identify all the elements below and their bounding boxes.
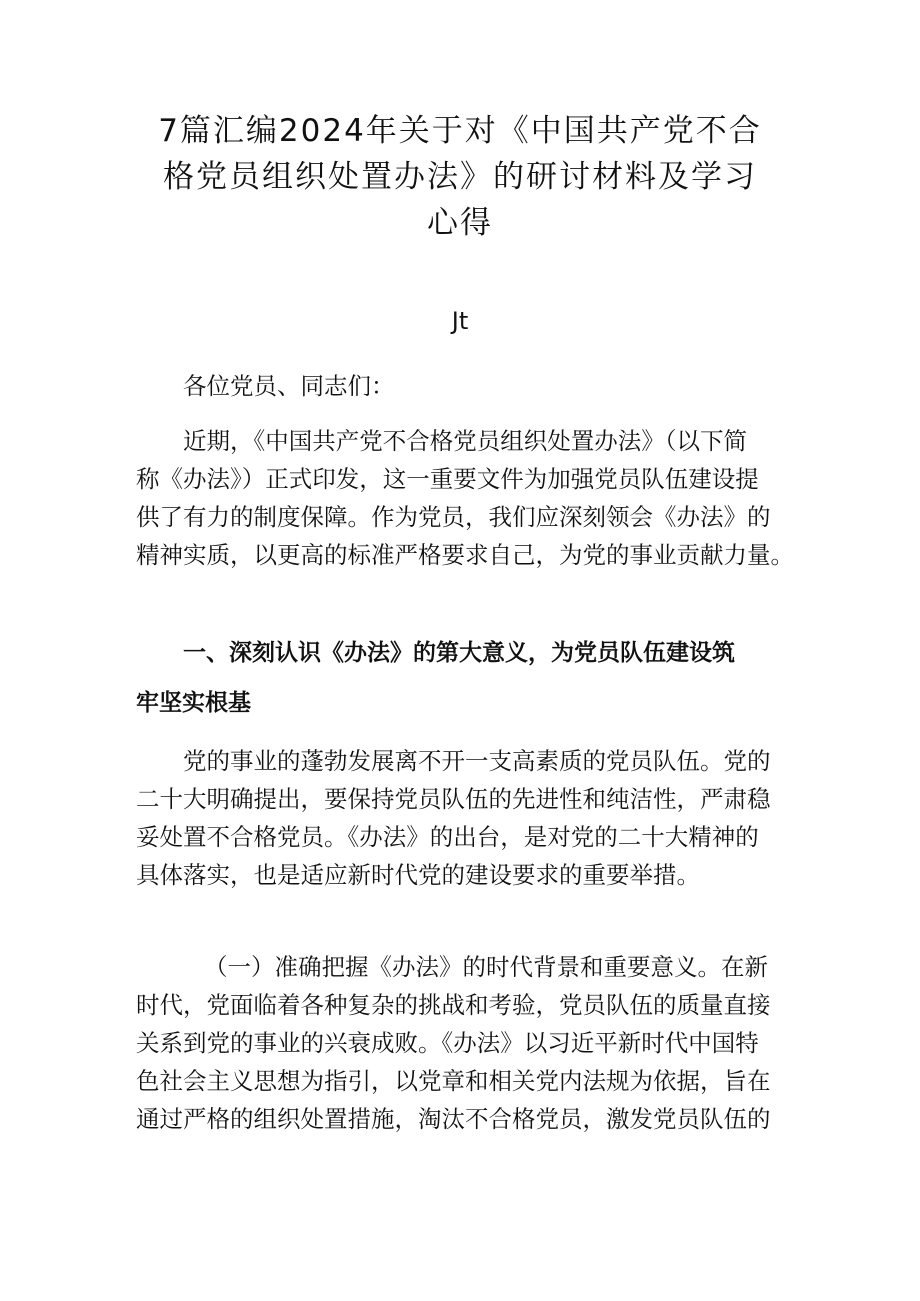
- paragraph-line: 通过严格的组织处置措施，淘汰不合格党员，激发党员队伍的: [136, 1105, 771, 1133]
- paragraph-line: 色社会主义思想为指引，以党章和相关党内法规为依据，旨在: [136, 1067, 771, 1095]
- section-one-paragraph: [136, 742, 796, 894]
- heading-line: 一、深刻认识《办法》的第大意义，为党员队伍建设筑: [183, 640, 735, 666]
- heading-line: 牢坚实根基: [136, 690, 251, 716]
- paragraph-line: 妥处置不合格党员。《办法》的出台，是对党的二十大精神的: [136, 823, 759, 851]
- title-line: 心得: [427, 205, 493, 241]
- section-mark: Jt: [451, 307, 469, 335]
- paragraph-line: 近期，《中国共产党不合格党员组织处置办法》（以下简: [183, 427, 747, 455]
- title-line: 格党员组织处置办法》的研讨材料及学习: [163, 159, 757, 195]
- paragraph-line: （一）准确把握《办法》的时代背景和重要意义。在新: [204, 953, 768, 981]
- paragraph-line: 二十大明确提出，要保持党员队伍的先进性和纯洁性，严肃稳: [136, 785, 771, 813]
- paragraph-line: 党的事业的蓬勃发展离不开一支高素质的党员队伍。党的: [183, 747, 771, 775]
- paragraph-line: 时代，党面临着各种复杂的挑战和考验，党员队伍的质量直接: [136, 991, 771, 1019]
- greeting-paragraph: [136, 367, 843, 405]
- subsection-one-paragraph: [136, 948, 796, 1138]
- paragraph-line: 关系到党的事业的兴衰成败。《办法》以习近平新时代中国特: [136, 1029, 759, 1057]
- paragraph-line: 具体落实，也是适应新时代党的建设要求的重要举措。: [136, 861, 700, 889]
- intro-paragraph: [136, 422, 796, 574]
- paragraph-line: 精神实质，以更高的标准严格要求自己，为党的事业贡献力量。: [136, 541, 794, 569]
- paragraph-line: 称《办法》）正式印发，这一重要文件为加强党员队伍建设提: [136, 465, 759, 493]
- section-heading-one: [136, 628, 796, 728]
- title-line: 7篇汇编2024年关于对《中国共产党不合: [158, 113, 762, 149]
- paragraph-line: 供了有力的制度保障。作为党员，我们应深刻领会《办法》的: [136, 503, 771, 531]
- document-title: [120, 108, 800, 246]
- greeting-line: 各位党员、同志们：: [183, 372, 395, 400]
